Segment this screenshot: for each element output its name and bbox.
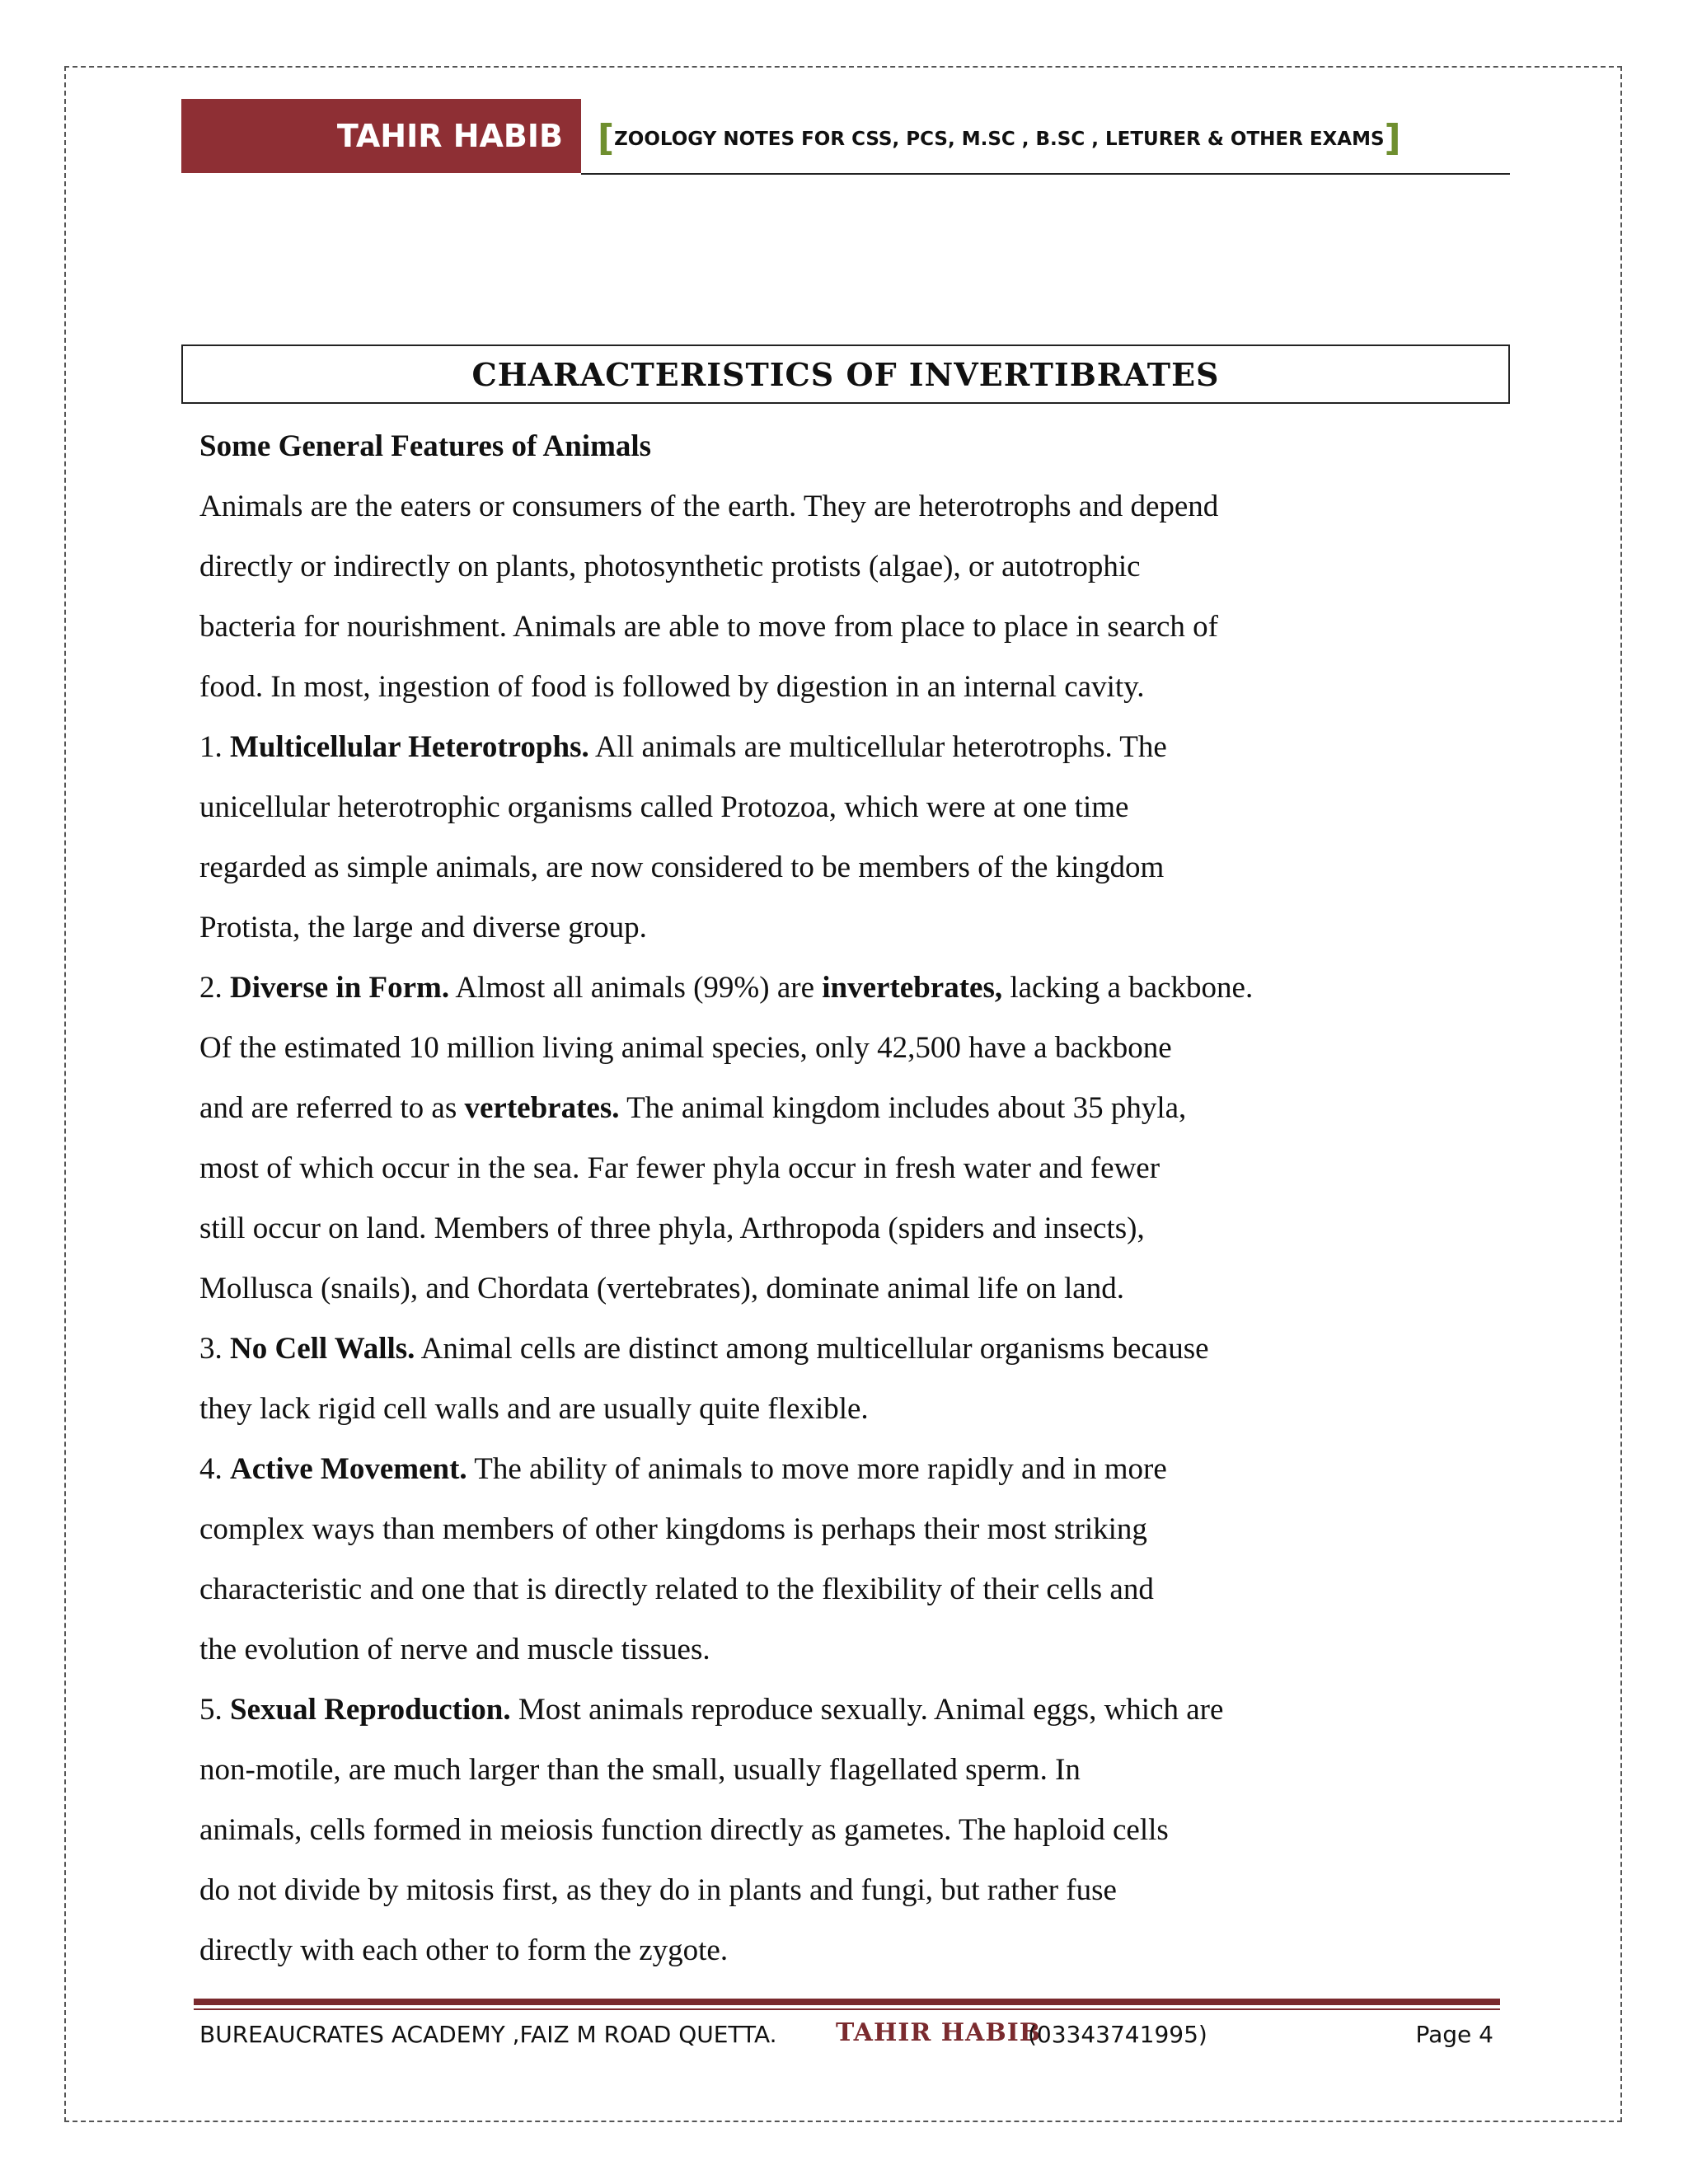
text-line	[199, 1264, 1518, 1324]
footer-phone: (03343741995)	[1028, 2021, 1207, 2048]
text-line	[199, 1866, 1518, 1926]
text-line	[199, 663, 1518, 723]
text-segment: 4.	[199, 1452, 230, 1486]
subtitle-open-bracket: [	[598, 117, 615, 159]
text-segment: food. In most, ingestion of food is followed by digestion in an internal cavity.	[199, 670, 1145, 704]
text-segment: All animals are multicellular heterotrophs. The	[588, 730, 1167, 764]
text-segment: 1.	[199, 730, 230, 764]
footer-rule-thin	[194, 2008, 1500, 2010]
text-segment: directly or indirectly on plants, photosynthetic protists (algae), or autotrophic	[199, 550, 1141, 583]
text-segment: 2.	[199, 971, 230, 1005]
subtitle-text: ZOOLOGY NOTES FOR CSS, PCS, M.SC , B.SC , LETURER & OTHER EXAMS	[614, 129, 1385, 150]
text-line	[199, 482, 1518, 542]
text-segment: lacking a backbone.	[1002, 971, 1254, 1005]
text-segment: directly with each other to form the zygote.	[199, 1933, 729, 1967]
text-segment: the evolution of nerve and muscle tissues.	[199, 1633, 710, 1666]
text-segment: Almost all animals (99%) are	[449, 971, 823, 1005]
text-segment: Most animals reproduce sexually. Animal eggs, which are	[510, 1693, 1224, 1727]
bold-term: Active Movement.	[230, 1452, 467, 1486]
text-segment: 3.	[199, 1332, 230, 1366]
header-rule	[581, 173, 1510, 175]
text-segment: non-motile, are much larger than the small, usually flagellated sperm. In	[199, 1753, 1081, 1787]
text-segment: regarded as simple animals, are now considered to be members of the kingdom	[199, 851, 1165, 884]
bold-term: invertebrates,	[822, 971, 1003, 1005]
text-segment: 5.	[199, 1693, 230, 1727]
bold-term: vertebrates.	[464, 1091, 620, 1125]
bold-term: No Cell Walls.	[230, 1332, 415, 1366]
text-segment: unicellular heterotrophic organisms called Protozoa, which were at one time	[199, 790, 1129, 824]
footer-author: TAHIR HABIB	[836, 2018, 1042, 2047]
text-line	[199, 542, 1518, 602]
text-segment: and are referred to as	[199, 1091, 465, 1125]
text-line	[199, 783, 1518, 843]
text-segment: characteristic and one that is directly related to the flexibility of their cells and	[199, 1572, 1154, 1606]
text-segment: do not divide by mitosis first, as they do in plants and fungi, but rather fuse	[199, 1873, 1117, 1907]
text-segment: bacteria for nourishment. Animals are able to move from place to place in search of	[199, 610, 1218, 644]
text-segment: most of which occur in the sea. Far fewer phyla occur in fresh water and fewer	[199, 1151, 1160, 1185]
text-line	[199, 1806, 1518, 1866]
footer-address: BUREAUCRATES ACADEMY ,FAIZ M ROAD QUETTA.	[199, 2021, 777, 2048]
subtitle-close-bracket: ]	[1384, 117, 1401, 159]
bold-term: Some General Features of Animals	[199, 429, 652, 463]
text-line	[199, 422, 1518, 482]
text-segment: Mollusca (snails), and Chordata (vertebrates), dominate animal life on land.	[199, 1272, 1124, 1305]
text-line	[199, 903, 1518, 963]
text-line	[199, 1204, 1518, 1264]
text-line	[199, 1024, 1518, 1084]
text-segment: Animals are the eaters or consumers of the earth. They are heterotrophs and depend	[199, 490, 1219, 523]
bold-term: Sexual Reproduction.	[230, 1693, 511, 1727]
text-line	[199, 1746, 1518, 1806]
text-segment: they lack rigid cell walls and are usually quite flexible.	[199, 1392, 869, 1426]
text-line	[199, 1144, 1518, 1204]
bold-term: Multicellular Heterotrophs.	[230, 730, 589, 764]
header-brand: TAHIR HABIB	[181, 99, 581, 173]
body-text	[199, 422, 1518, 1986]
text-line	[199, 843, 1518, 903]
section-title: CHARACTERISTICS OF INVERTIBRATES	[181, 344, 1510, 404]
page-footer	[199, 2018, 1493, 2057]
footer-rule-thick	[194, 1999, 1500, 2005]
text-line	[199, 1385, 1518, 1445]
text-segment: still occur on land. Members of three phyla, Arthropoda (spiders and insects),	[199, 1212, 1145, 1245]
text-segment: Of the estimated 10 million living animal species, only 42,500 have a backbone	[199, 1031, 1172, 1065]
text-line	[199, 1505, 1518, 1565]
bold-term: Diverse in Form.	[230, 971, 450, 1005]
text-line	[199, 1324, 1518, 1385]
text-line	[199, 1625, 1518, 1685]
text-line	[199, 1685, 1518, 1746]
text-line	[199, 1084, 1518, 1144]
text-line	[199, 1926, 1518, 1986]
text-segment: The ability of animals to move more rapidly and in more	[467, 1452, 1167, 1486]
text-line	[199, 723, 1518, 783]
text-segment: Protista, the large and diverse group.	[199, 911, 647, 944]
text-segment: complex ways than members of other kingdoms is perhaps their most striking	[199, 1512, 1147, 1546]
header-subtitle	[598, 117, 1401, 159]
text-line	[199, 963, 1518, 1024]
text-line	[199, 1565, 1518, 1625]
page-header	[181, 99, 1510, 175]
text-segment: The animal kingdom includes about 35 phyla,	[619, 1091, 1187, 1125]
text-line	[199, 1445, 1518, 1505]
text-segment: animals, cells formed in meiosis function directly as gametes. The haploid cells	[199, 1813, 1169, 1847]
page-number: Page 4	[1415, 2021, 1493, 2048]
text-line	[199, 602, 1518, 663]
text-segment: Animal cells are distinct among multicellular organisms because	[415, 1332, 1209, 1366]
